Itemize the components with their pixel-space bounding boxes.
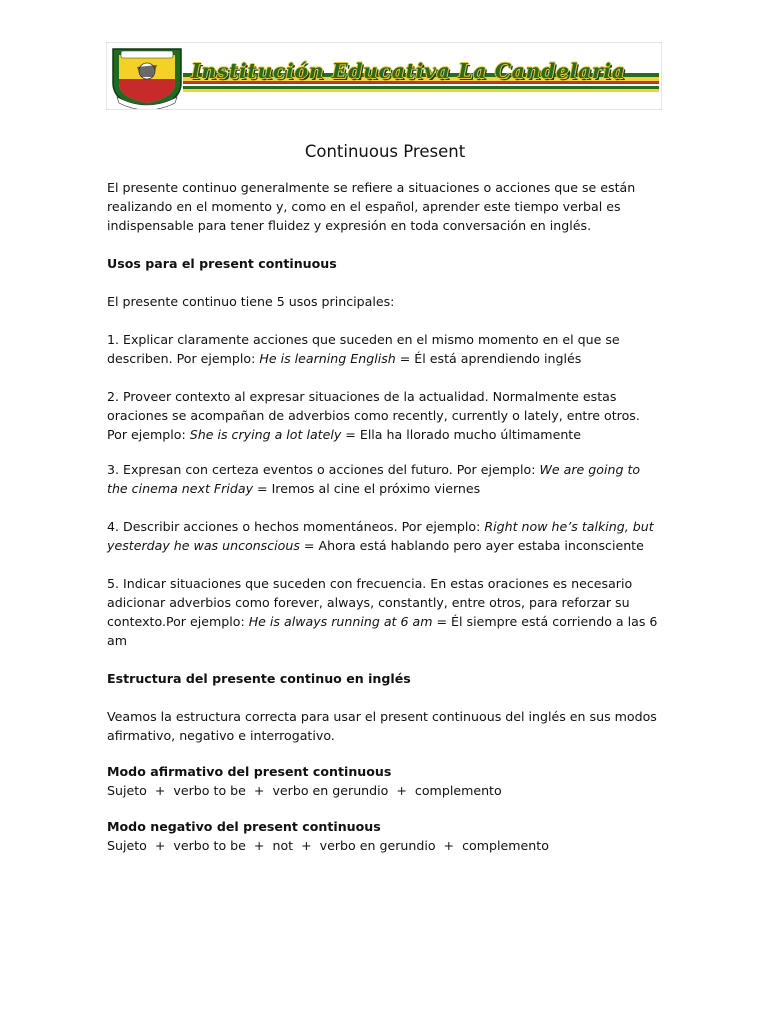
document-body [107,140,663,855]
use-item-4: 4. Describir acciones o hechos momentáneos. Por ejemplo: Right now he’s talking, but yesterday he was unconscious = Ahora está hablando pero ayer estaba inconsciente [107,519,654,553]
use-item-3: 3. Expresan con certeza eventos o acciones del futuro. Por ejemplo: We are going to the cinema next Friday = Iremos al cine el próximo viernes [107,462,641,496]
use-example-3: We are going to the cinema next Friday [107,462,641,496]
uses-heading: Usos para el present continuous [107,256,337,271]
structure-heading: Estructura del presente continuo en inglés [107,671,411,686]
use-example-2: She is crying a lot lately [189,427,342,442]
negative-heading: Modo negativo del present continuous [107,819,381,834]
uses-lead: El presente continuo tiene 5 usos principales: [107,294,395,309]
institution-name: Institución Educativa La Candelaria [191,59,626,83]
use-item-5: 5. Indicar situaciones que suceden con frecuencia. En estas oraciones es necesario adicionar adverbios como forever, always, constantly, entre otros, para reforzar su contexto.Por ejemplo: He is always running at 6 am = Él siempre está corriendo a las 6 am [107,576,658,648]
use-item-2: 2. Proveer contexto al expresar situaciones de la actualidad. Normalmente estas oraciones se acompañan de adverbios como recently, currently o lately, entre otros. Por ejemplo: She is crying a lot lately = Ella ha llorado mucho últimamente [107,389,640,442]
use-example-5: He is always running at 6 am [248,614,433,629]
affirmative-formula: Sujeto + verbo to be + verbo en gerundio + complemento [107,783,502,798]
structure-intro: Veamos la estructura correcta para usar el present continuous del inglés en sus modos afirmativo, negativo e interrogativo. [107,709,657,743]
use-example-4: Right now he’s talking, but yesterday he was unconscious [107,519,654,553]
page-title: Continuous Present [304,142,466,161]
use-item-1: 1. Explicar claramente acciones que suceden en el mismo momento en el que se describen. Por ejemplo: He is learning English = Él está aprendiendo inglés [107,332,620,366]
school-crest-logo [107,43,187,110]
affirmative-heading: Modo afirmativo del present continuous [107,764,392,779]
use-example-1: He is learning English [259,351,396,366]
institution-header [106,42,662,110]
negative-formula: Sujeto + verbo to be + not + verbo en gerundio + complemento [107,838,549,853]
intro-paragraph: El presente continuo generalmente se refiere a situaciones o acciones que se están realizando en el momento y, como en el español, aprender este tiempo verbal es indispensable para tener fluidez y expresión en toda conversación en inglés. [107,180,636,233]
